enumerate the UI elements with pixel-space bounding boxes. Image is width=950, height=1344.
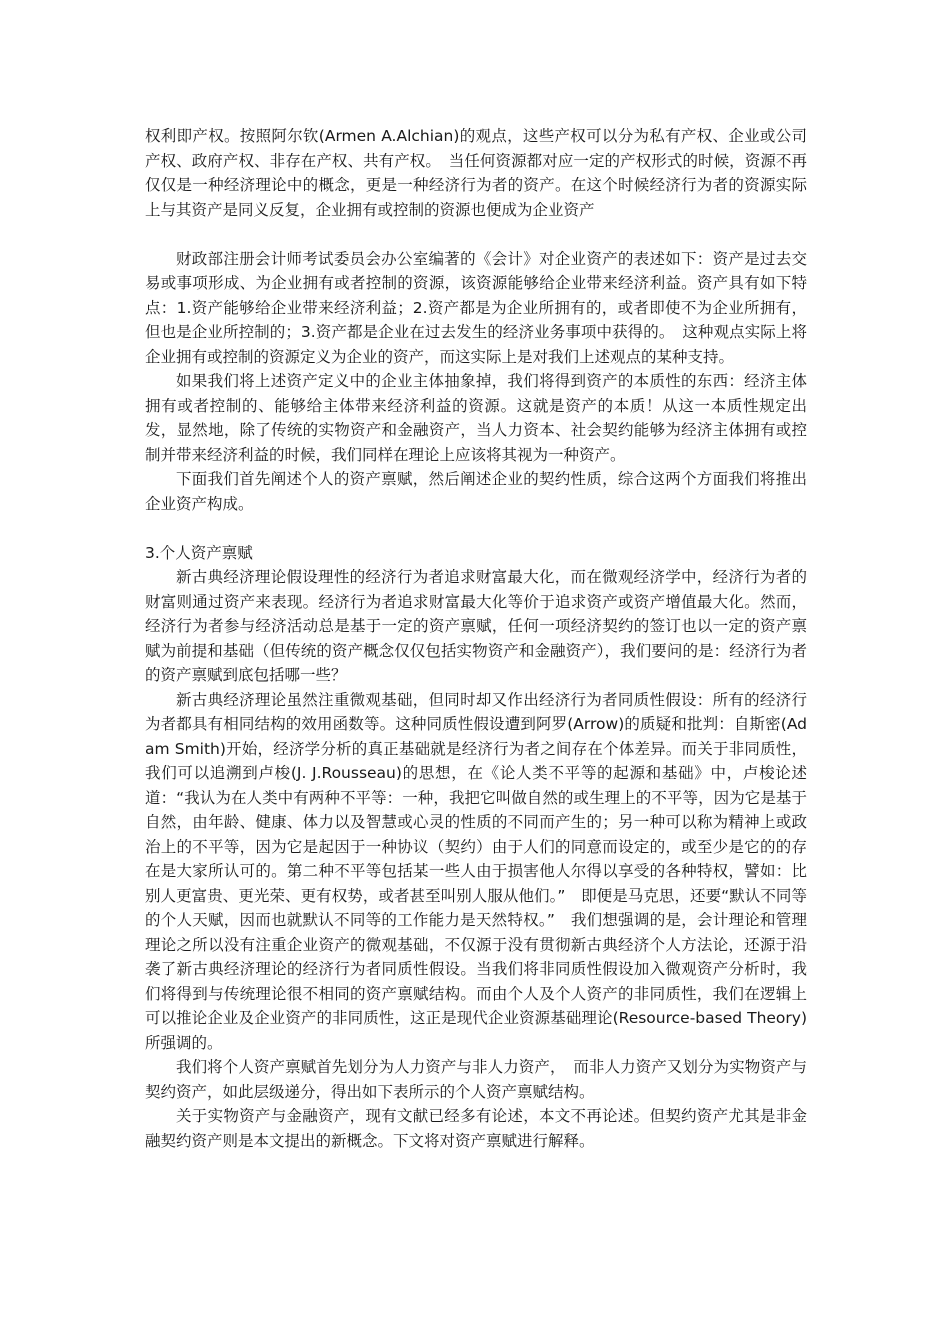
- paragraph-accounting-definition: 财政部注册会计师考试委员会办公室编著的《会计》对企业资产的表述如下：资产是过去交易或事项形成、为企业拥有或者控制的资源，该资源能够给企业带来经济利益。资产具有如下特点：1.资产能够给企业带来经济利益；2.资产都是为企业所拥有的，或者即使不为企业所拥有，但也是企业所控制的；3.资产都是企业在过去发生的经济业务事项中获得的。 这种观点实际上将企业拥有或控制的资源定义为企业的资产，而这实际上是对我们上述观点的某种支持。: [145, 249, 807, 366]
- paragraph-property-rights: 权利即产权。按照阿尔钦(Armen A.Alchian)的观点，这些产权可以分为私有产权、企业或公司产权、政府产权、非存在产权、共有产权。 当任何资源都对应一定的产权形式的时候，资源不再仅仅是一种经济理论中的概念，更是一种经济行为者的资产。在这个时候经济行为者的资源实际上与其资产是同义反复，企业拥有或控制的资源也便成为企业资产: [145, 127, 807, 219]
- paragraph-contract-assets: 关于实物资产与金融资产，现有文献已经多有论述，本文不再论述。但契约资产尤其是非金融契约资产则是本文提出的新概念。下文将对资产禀赋进行解释。: [145, 1107, 807, 1150]
- section-heading: 3.个人资产禀赋: [145, 543, 253, 562]
- paragraph-neoclassical-wealth: 新古典经济理论假设理性的经济行为者追求财富最大化，而在微观经济学中，经济行为者的财富则通过资产来表现。经济行为者追求财富最大化等价于追求资产或资产增值最大化。然而，经济行为者参与经济活动总是基于一定的资产禀赋，任何一项经济契约的签订也以一定的资产禀赋为前提和基础（但传统的资产概念仅仅包括实物资产和金融资产），我们要问的是：经济行为者的资产禀赋到底包括哪一些？: [145, 568, 807, 684]
- paragraph-gap: [145, 516, 807, 541]
- paragraph-gap: [145, 222, 807, 247]
- document-body: [145, 124, 807, 1153]
- paragraph-asset-essence: 如果我们将上述资产定义中的企业主体抽象掉，我们将得到资产的本质性的东西：经济主体拥有或者控制的、能够给主体带来经济利益的资源。这就是资产的本质！从这一本质性规定出发，显然地，除了传统的实物资产和金融资产，当人力资本、社会契约能够为经济主体拥有或控制并带来经济利益的时候，我们同样在理论上应该将其视为一种资产。: [145, 372, 807, 464]
- paragraph-outline: 下面我们首先阐述个人的资产禀赋，然后阐述企业的契约性质，综合这两个方面我们将推出企业资产构成。: [145, 470, 807, 513]
- paragraph-asset-classification: 我们将个人资产禀赋首先划分为人力资产与非人力资产， 而非人力资产又划分为实物资产与契约资产，如此层级递分，得出如下表所示的个人资产禀赋结构。: [145, 1058, 807, 1101]
- paragraph-heterogeneity: 新古典经济理论虽然注重微观基础，但同时却又作出经济行为者同质性假设：所有的经济行为者都具有相同结构的效用函数等。这种同质性假设遭到阿罗(Arrow)的质疑和批判：自斯密(Adam Smith)开始，经济学分析的真正基础就是经济行为者之间存在个体差异。而关于非同质性，我们可以追溯到卢梭(J. J.Rousseau)的思想，在《论人类不平等的起源和基础》中，卢梭论述道：“我认为在人类中有两种不平等：一种，我把它叫做自然的或生理上的不平等，因为它是基于自然，由年龄、健康、体力以及智慧或心灵的性质的不同而产生的；另一种可以称为精神上或政治上的不平等，因为它是起因于一种协议（契约）由于人们的同意而设定的，或至少是它的的存在是大家所认可的。第二种不平等包括某一些人由于损害他人尔得以享受的各种特权，譬如：比别人更富贵、更光荣、更有权势，或者甚至叫别人服从他们。” 即便是马克思，还要“默认不同等的个人天赋，因而也就默认不同等的工作能力是天然特权。” 我们想强调的是，会计理论和管理理论之所以没有注重企业资产的微观基础，不仅源于没有贯彻新古典经济个人方法论，还源于沿袭了新古典经济理论的经济行为者同质性假设。当我们将非同质性假设加入微观资产分析时，我们将得到与传统理论很不相同的资产禀赋结构。而由个人及个人资产的非同质性，我们在逻辑上可以推论企业及企业资产的非同质性，这正是现代企业资源基础理论(Resource-based Theory)所强调的。: [145, 690, 807, 1052]
